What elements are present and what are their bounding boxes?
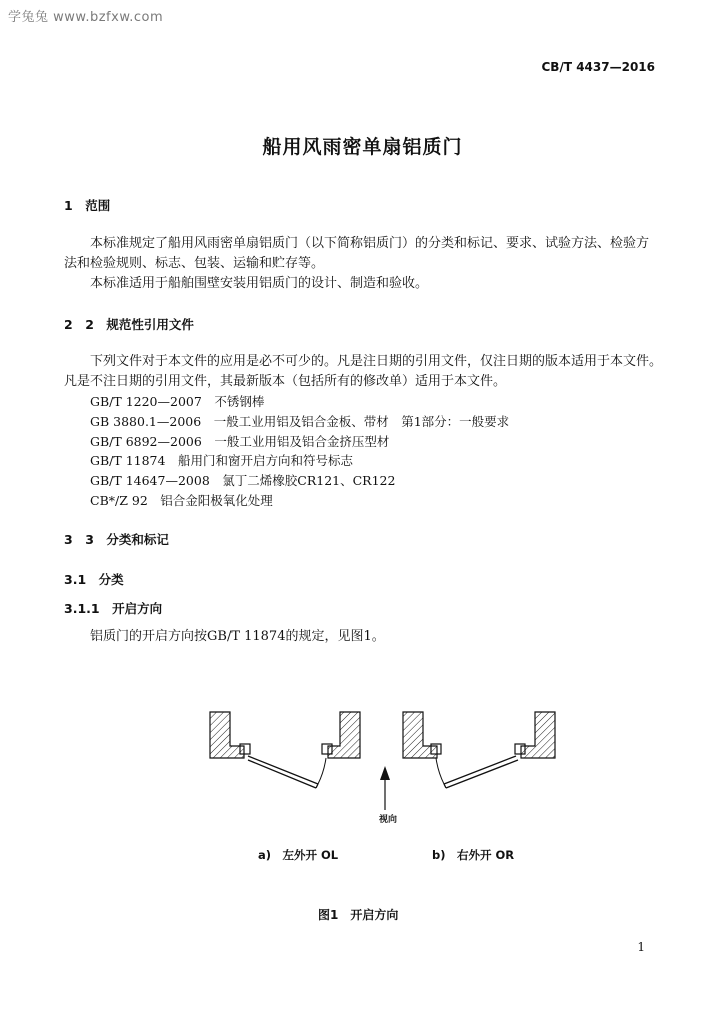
- section-2-para-line-1: 下列文件对于本文件的应用是必不可少的。凡是注日期的引用文件，仅注日期的版本适用于本文件。: [90, 354, 663, 369]
- diagram-right-outward: [403, 712, 555, 788]
- section-3-1-heading: 3.1 分类: [64, 572, 124, 587]
- section-3-1-1-heading: 3.1.1 开启方向: [64, 601, 163, 616]
- figure-caption: 图1 开启方向: [318, 908, 399, 922]
- section-1-heading: 1 范围: [64, 198, 111, 213]
- section-3-1-1-para: 铝质门的开启方向按GB/T 11874的规定，见图1。: [90, 629, 385, 644]
- document-title: 船用风雨密单扇铝质门: [262, 136, 463, 158]
- section-1-para-1-line-2: 法和检验规则、标志、包装、运输和贮存等。: [64, 256, 325, 271]
- reference-item: GB 3880.1—2006 一般工业用铝及铝合金板、带材 第1部分：一般要求: [90, 414, 510, 429]
- figure-caption-b: b) 右外开 OR: [432, 848, 515, 862]
- section-1-para-2: 本标准适用于船舶围壁安装用铝质门的设计、制造和验收。: [90, 276, 429, 291]
- page-number: 1: [637, 940, 645, 954]
- view-direction-arrow: [380, 766, 390, 810]
- view-direction-label: 视向: [379, 815, 398, 825]
- diagram-left-outward: [210, 712, 360, 788]
- reference-item: GB/T 1220—2007 不锈钢棒: [90, 394, 265, 409]
- reference-item: GB/T 11874 船用门和窗开启方向和符号标志: [90, 453, 353, 468]
- section-2-para-line-2: 凡是不注日期的引用文件，其最新版本（包括所有的修改单）适用于本文件。: [64, 374, 507, 389]
- reference-item: CB*/Z 92 铝合金阳极氧化处理: [90, 493, 273, 508]
- reference-item: GB/T 14647—2008 氯丁二烯橡胶CR121、CR122: [90, 473, 396, 488]
- section-2-heading: 2 2 规范性引用文件: [64, 317, 194, 332]
- section-3-heading: 3 3 分类和标记: [64, 532, 169, 547]
- section-1-para-1-line-1: 本标准规定了船用风雨密单扇铝质门（以下简称铝质门）的分类和标记、要求、试验方法、检验方: [90, 236, 650, 251]
- watermark: 学兔兔 www.bzfxw.com: [8, 10, 164, 25]
- opening-direction-diagram: [200, 700, 570, 830]
- figure-caption-a: a) 左外开 OL: [258, 848, 339, 862]
- reference-item: GB/T 6892—2006 一般工业用铝及铝合金挤压型材: [90, 434, 390, 449]
- standard-code: CB/T 4437—2016: [541, 60, 655, 74]
